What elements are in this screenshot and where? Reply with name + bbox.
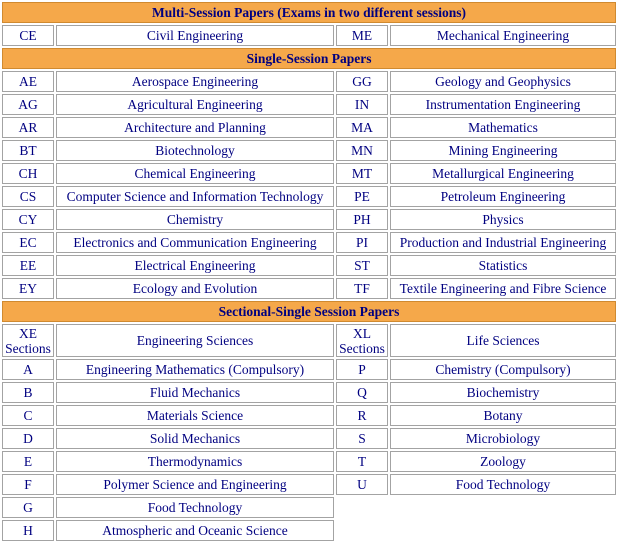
paper-name: Petroleum Engineering [390, 186, 616, 207]
paper-code: PE [336, 186, 388, 207]
paper-code: PH [336, 209, 388, 230]
paper-name: Physics [390, 209, 616, 230]
paper-code: P [336, 359, 388, 380]
paper-name: Solid Mechanics [56, 428, 334, 449]
multi-session-header-row [2, 2, 616, 23]
paper-code: EE [2, 255, 54, 276]
paper-name: Statistics [390, 255, 616, 276]
xl-sections [336, 324, 388, 357]
paper-name: Textile Engineering and Fibre Science [390, 278, 616, 299]
paper-name: Computer Science and Information Technology [56, 186, 334, 207]
table-row [2, 255, 616, 276]
paper-code: ME [336, 25, 388, 46]
paper-code: G [2, 497, 54, 518]
table-row [2, 25, 616, 46]
paper-code: EY [2, 278, 54, 299]
paper-name: Ecology and Evolution [56, 278, 334, 299]
sections-header-row [2, 324, 616, 357]
paper-code: MT [336, 163, 388, 184]
paper-name: Chemistry (Compulsory) [390, 359, 616, 380]
table-row [2, 520, 616, 541]
paper-name: Thermodynamics [56, 451, 334, 472]
paper-code: MN [336, 140, 388, 161]
paper-code: C [2, 405, 54, 426]
xe-sections [2, 324, 54, 357]
table-row [2, 117, 616, 138]
xe-sections-code: XE [19, 325, 37, 341]
paper-name: Civil Engineering [56, 25, 334, 46]
paper-name: Mechanical Engineering [390, 25, 616, 46]
paper-code: Q [336, 382, 388, 403]
paper-code: CE [2, 25, 54, 46]
paper-code: TF [336, 278, 388, 299]
paper-code: E [2, 451, 54, 472]
paper-name: Engineering Mathematics (Compulsory) [56, 359, 334, 380]
paper-name: Biochemistry [390, 382, 616, 403]
paper-name: Food Technology [56, 497, 334, 518]
paper-code: BT [2, 140, 54, 161]
paper-code: CS [2, 186, 54, 207]
paper-code: EC [2, 232, 54, 253]
paper-name: Instrumentation Engineering [390, 94, 616, 115]
table-row [2, 163, 616, 184]
paper-name: Chemical Engineering [56, 163, 334, 184]
paper-name: Agricultural Engineering [56, 94, 334, 115]
paper-name: Atmospheric and Oceanic Science [56, 520, 334, 541]
table-row [2, 186, 616, 207]
table-row [2, 359, 616, 380]
sectional-header: Sectional-Single Session Papers [2, 301, 616, 322]
paper-name: Chemistry [56, 209, 334, 230]
paper-code: AE [2, 71, 54, 92]
paper-code: IN [336, 94, 388, 115]
paper-code: CY [2, 209, 54, 230]
paper-code: D [2, 428, 54, 449]
papers-table-body [2, 2, 616, 541]
paper-name: Microbiology [390, 428, 616, 449]
sectional-header-row [2, 301, 616, 322]
paper-code: AR [2, 117, 54, 138]
table-row [2, 71, 616, 92]
table-row [2, 382, 616, 403]
xl-paper-name: Life Sciences [390, 324, 616, 357]
paper-code: U [336, 474, 388, 495]
paper-name: Fluid Mechanics [56, 382, 334, 403]
paper-name: Mining Engineering [390, 140, 616, 161]
table-row [2, 232, 616, 253]
paper-code: H [2, 520, 54, 541]
paper-name: Metallurgical Engineering [390, 163, 616, 184]
single-session-header: Single-Session Papers [2, 48, 616, 69]
paper-code: R [336, 405, 388, 426]
paper-name: Aerospace Engineering [56, 71, 334, 92]
paper-name: Polymer Science and Engineering [56, 474, 334, 495]
table-row [2, 405, 616, 426]
paper-name: Production and Industrial Engineering [390, 232, 616, 253]
paper-code: A [2, 359, 54, 380]
empty-cell [336, 520, 616, 541]
paper-code: T [336, 451, 388, 472]
single-session-header-row [2, 48, 616, 69]
paper-code: B [2, 382, 54, 403]
paper-code: S [336, 428, 388, 449]
paper-name: Botany [390, 405, 616, 426]
paper-name: Geology and Geophysics [390, 71, 616, 92]
paper-code: MA [336, 117, 388, 138]
paper-name: Biotechnology [56, 140, 334, 161]
paper-code: F [2, 474, 54, 495]
table-row [2, 428, 616, 449]
paper-code: CH [2, 163, 54, 184]
table-row [2, 140, 616, 161]
paper-code: AG [2, 94, 54, 115]
table-row [2, 451, 616, 472]
paper-name: Electrical Engineering [56, 255, 334, 276]
table-row [2, 497, 616, 518]
table-row [2, 474, 616, 495]
xl-sections-code: XL [353, 325, 371, 341]
xl-sections-label: Sections [339, 340, 385, 356]
paper-code: PI [336, 232, 388, 253]
paper-name: Materials Science [56, 405, 334, 426]
paper-name: Mathematics [390, 117, 616, 138]
paper-code: GG [336, 71, 388, 92]
paper-name: Electronics and Communication Engineering [56, 232, 334, 253]
table-row [2, 94, 616, 115]
paper-name: Food Technology [390, 474, 616, 495]
multi-session-header: Multi-Session Papers (Exams in two different sessions) [2, 2, 616, 23]
xe-paper-name: Engineering Sciences [56, 324, 334, 357]
table-row [2, 209, 616, 230]
xe-sections-label: Sections [5, 340, 51, 356]
paper-code: ST [336, 255, 388, 276]
empty-cell [336, 497, 616, 518]
paper-name: Zoology [390, 451, 616, 472]
table-row [2, 278, 616, 299]
paper-name: Architecture and Planning [56, 117, 334, 138]
